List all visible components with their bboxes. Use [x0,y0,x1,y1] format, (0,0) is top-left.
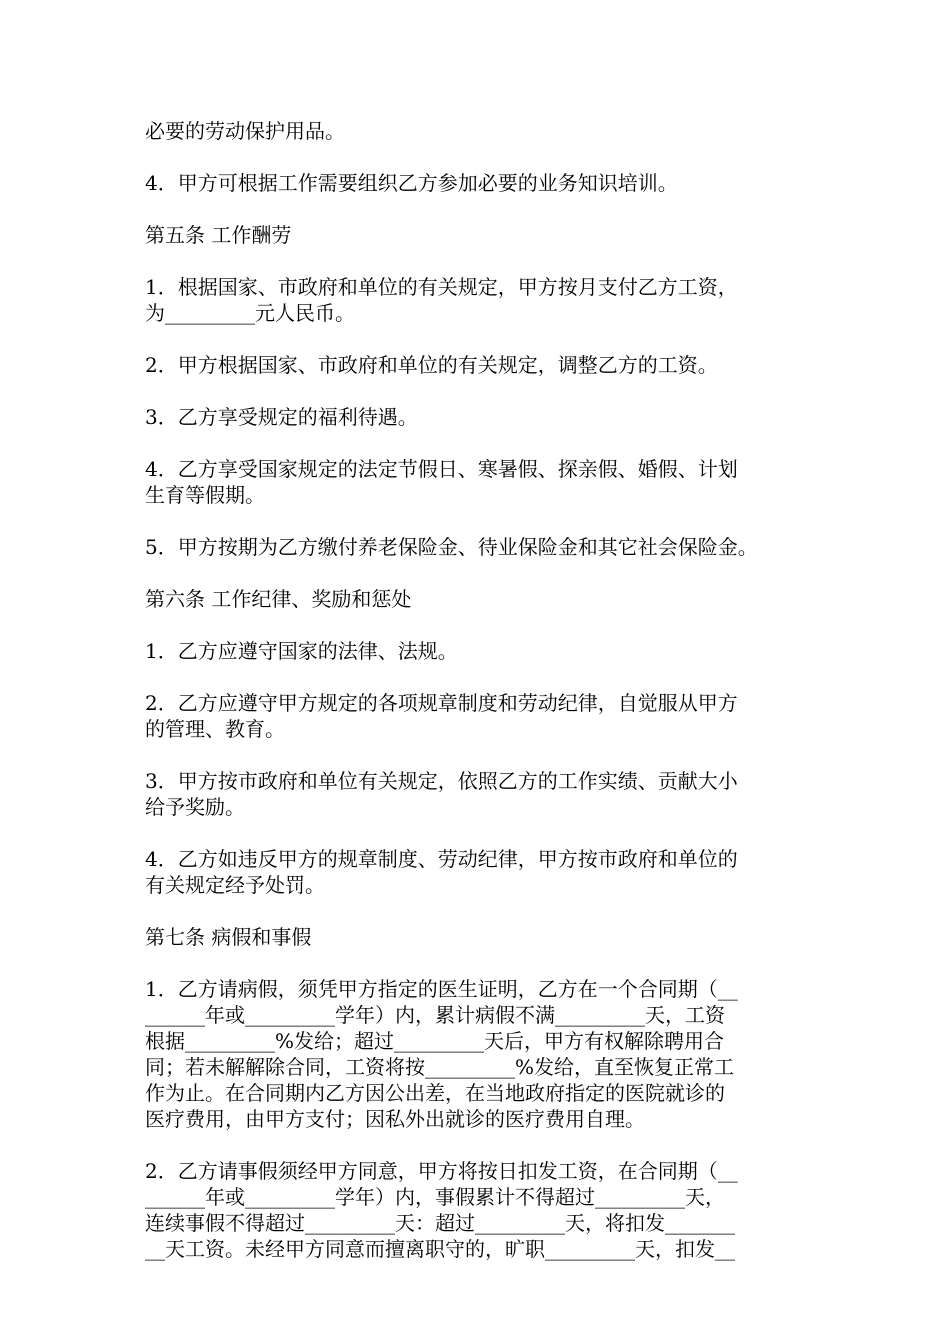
text-line: 1．乙方应遵守国家的法律、法规。 [145,639,458,663]
clause-paragraph [145,768,813,820]
text-line: 1．根据国家、市政府和单位的有关规定，甲方按月支付乙方工资， [145,275,738,299]
clause-paragraph [145,274,813,326]
text-line: 1．乙方请病假，须凭甲方指定的医生证明，乙方在一个合同期（__ [145,977,738,1001]
text-line: 4．乙方如违反甲方的规章制度、劳动纪律，甲方按市政府和单位的 [145,847,738,871]
text-line: 第五条 工作酬劳 [145,223,292,247]
section-heading [145,924,813,950]
clause-paragraph [145,846,813,898]
text-line: 根据_________%发给；超过_________天后，甲方有权解除聘用合 [145,1029,725,1053]
clause-paragraph [145,638,813,664]
text-line: ______年或_________学年）内，累计病假不满_________天，工资 [145,1003,725,1027]
text-line: 第七条 病假和事假 [145,925,312,949]
text-line: __天工资。未经甲方同意而擅离职守的，旷职_________天，扣发__ [145,1237,735,1261]
clause-paragraph [145,118,813,144]
document-body [145,118,813,1288]
text-line: 必要的劳动保护用品。 [145,119,345,143]
text-line: 2．乙方请事假须经甲方同意，甲方将按日扣发工资，在合同期（__ [145,1159,738,1183]
text-line: 第六条 工作纪律、奖励和惩处 [145,587,412,611]
text-line: 3．甲方按市政府和单位有关规定，依照乙方的工作实绩、贡献大小 [145,769,738,793]
text-line: 4．甲方可根据工作需要组织乙方参加必要的业务知识培训。 [145,171,678,195]
section-heading [145,586,813,612]
clause-paragraph [145,170,813,196]
text-line: 4．乙方享受国家规定的法定节假日、寒暑假、探亲假、婚假、计划 [145,457,738,481]
text-line: 3．乙方享受规定的福利待遇。 [145,405,418,429]
text-line: 的管理、教育。 [145,717,285,741]
clause-paragraph [145,404,813,430]
clause-paragraph [145,1158,813,1262]
clause-paragraph [145,976,813,1132]
text-line: 作为止。在合同期内乙方因公出差，在当地政府指定的医院就诊的 [145,1081,725,1105]
text-line: 生育等假期。 [145,483,265,507]
text-line: ______年或_________学年）内，事假累计不得超过_________天， [145,1185,725,1209]
clause-paragraph [145,352,813,378]
text-line: 5．甲方按期为乙方缴付养老保险金、待业保险金和其它社会保险金。 [145,535,758,559]
text-line: 给予奖励。 [145,795,245,819]
text-line: 为_________元人民币。 [145,301,355,325]
text-line: 2．乙方应遵守甲方规定的各项规章制度和劳动纪律，自觉服从甲方 [145,691,738,715]
text-line: 连续事假不得超过_________天：超过_________天，将扣发_______ [145,1211,735,1235]
text-line: 2．甲方根据国家、市政府和单位的有关规定，调整乙方的工资。 [145,353,718,377]
section-heading [145,222,813,248]
clause-paragraph [145,534,813,560]
text-line: 有关规定经予处罚。 [145,873,325,897]
text-line: 同；若未解解除合同，工资将按_________%发给，直至恢复正常工 [145,1055,735,1079]
clause-paragraph [145,690,813,742]
text-line: 医疗费用，由甲方支付；因私外出就诊的医疗费用自理。 [145,1107,645,1131]
clause-paragraph [145,456,813,508]
